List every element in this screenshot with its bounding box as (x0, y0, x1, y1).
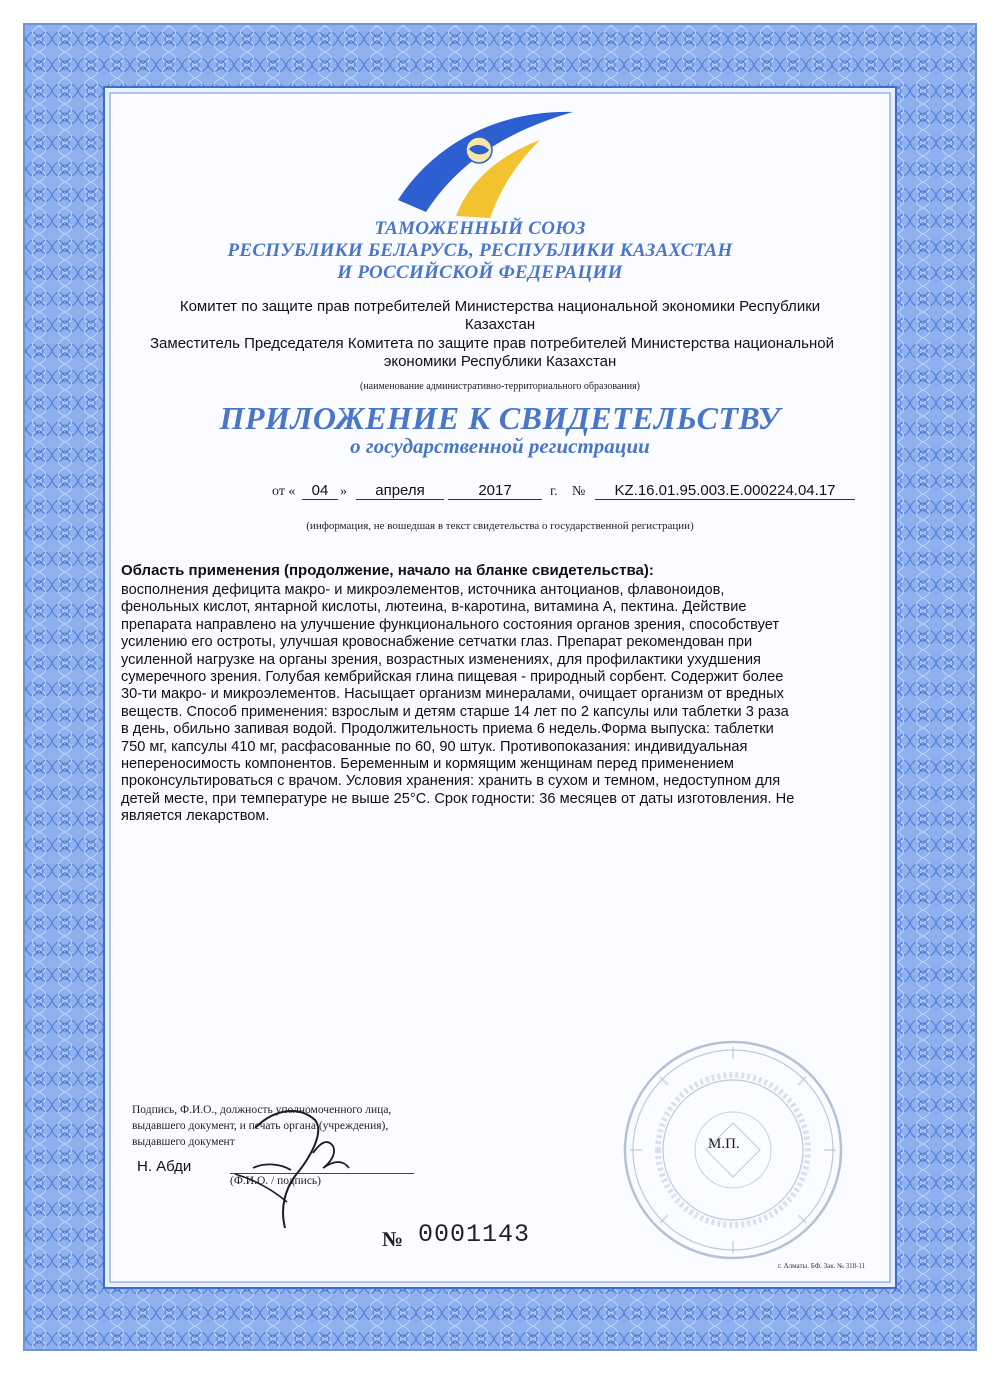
admin-note: (наименование административно-территориального образования) (359, 381, 640, 392)
content-line: усиленной нагрузке на органы зрения, возрастных изменениях, для профилактики ухудшения (121, 651, 761, 668)
deputy-line1: Заместитель Председателя Комитета по защите прав потребителей Министерства национальной (149, 335, 835, 352)
content-line: препарата направлено на улучшение функционального состояния органов зрения, способствует (121, 616, 780, 633)
content-line: непереносимость компонентов. Беременным и кормящим женщинам перед применением (121, 756, 734, 773)
printer-note: г. Алматы. БФ. Зак. № 318-11 (778, 1262, 866, 1270)
document-title: ПРИЛОЖЕНИЕ К СВИДЕТЕЛЬСТВУ (219, 400, 781, 436)
date-month: апреля (356, 482, 444, 500)
content-line: детей месте, при температуре не выше 25°С. Срок годности: 36 месяцев от даты изготовления. Не (121, 790, 795, 807)
customs-union-logo (390, 100, 580, 220)
form-number: 0001143 (418, 1220, 531, 1249)
content-line: является лекарством. (121, 808, 270, 825)
content-line: фенольных кислот, янтарной кислоты, лютеина, в-каротина, витамина А, пектина. Действие (121, 599, 747, 616)
content-line: восполнения дефицита макро- и микроэлементов, источника антоцианов, флавоноидов, (121, 582, 725, 598)
signature-label-line1: Подпись, Ф.И.О., должность уполномоченного лица, (132, 1104, 392, 1116)
date-year: 2017 (448, 482, 542, 500)
org-line1: ТАМОЖЕННЫЙ СОЮЗ (374, 218, 586, 239)
document-subtitle: о государственной регистрации (350, 434, 650, 458)
content-line: веществ. Способ применения: взрослым и детям старше 14 лет по 2 капсулы или таблетки 3 раза (121, 703, 789, 720)
signature-label-line2: выдавшего документ, и печать органа (учреждения), (132, 1120, 389, 1132)
signature-label-line3: выдавшего документ (132, 1136, 235, 1148)
content-body (121, 582, 881, 826)
date-from-label: от « (272, 484, 296, 499)
date-day: 04 (302, 482, 338, 500)
form-number-sign: № (382, 1227, 404, 1251)
content-line: усилению его остроты, улучшая кровоснабжение сетчатки глаз. Препарат рекомендован при (121, 634, 753, 651)
content-line: в день, обильно запивая водой. Продолжительность приема 6 недель.Форма выпуска: таблетки (121, 721, 774, 738)
content-line: проконсультироваться с врачом. Условия хранения: хранить в сухом и темном, недоступном для (121, 773, 781, 790)
info-note: (информация, не вошедшая в текст свидетельства о государственной регистрации) (306, 520, 694, 532)
signer-name: Н. Абди (137, 1158, 192, 1175)
committee-line1: Комитет по защите прав потребителей Министерства национальной экономики Республики (179, 298, 821, 315)
reg-number-sign: № (572, 484, 586, 499)
content-line: 750 мг, капсулы 410 мг, расфасованные по 60, 90 штук. Противопоказания: индивидуальная (121, 738, 748, 755)
content-line: 30-ти макро- и микроэлементов. Насыщает организм минералами, очищает организм от вредных (121, 686, 784, 703)
deputy-line2: экономики Республики Казахстан (383, 353, 617, 370)
date-year-suffix: г. (550, 484, 558, 499)
stamp-place-label: М.П. (708, 1136, 740, 1152)
content-line: сумеречного зрения. Голубая кембрийская глина пищевая - природный сорбент. Содержит более (121, 669, 784, 686)
handwritten-signature (225, 1098, 355, 1238)
org-line2: РЕСПУБЛИКИ БЕЛАРУСЬ, РЕСПУБЛИКИ КАЗАХСТАН (227, 240, 733, 261)
committee-line2: Казахстан (464, 316, 536, 333)
org-line3: И РОССИЙСКОЙ ФЕДЕРАЦИИ (337, 262, 623, 283)
signature-sub-label: (Ф.И.О. / подпись) (230, 1175, 322, 1187)
content-heading: Область применения (продолжение, начало на бланке свидетельства): (121, 562, 654, 579)
registration-number: KZ.16.01.95.003.E.000224.04.17 (595, 482, 855, 500)
date-day-close: » (340, 484, 347, 499)
